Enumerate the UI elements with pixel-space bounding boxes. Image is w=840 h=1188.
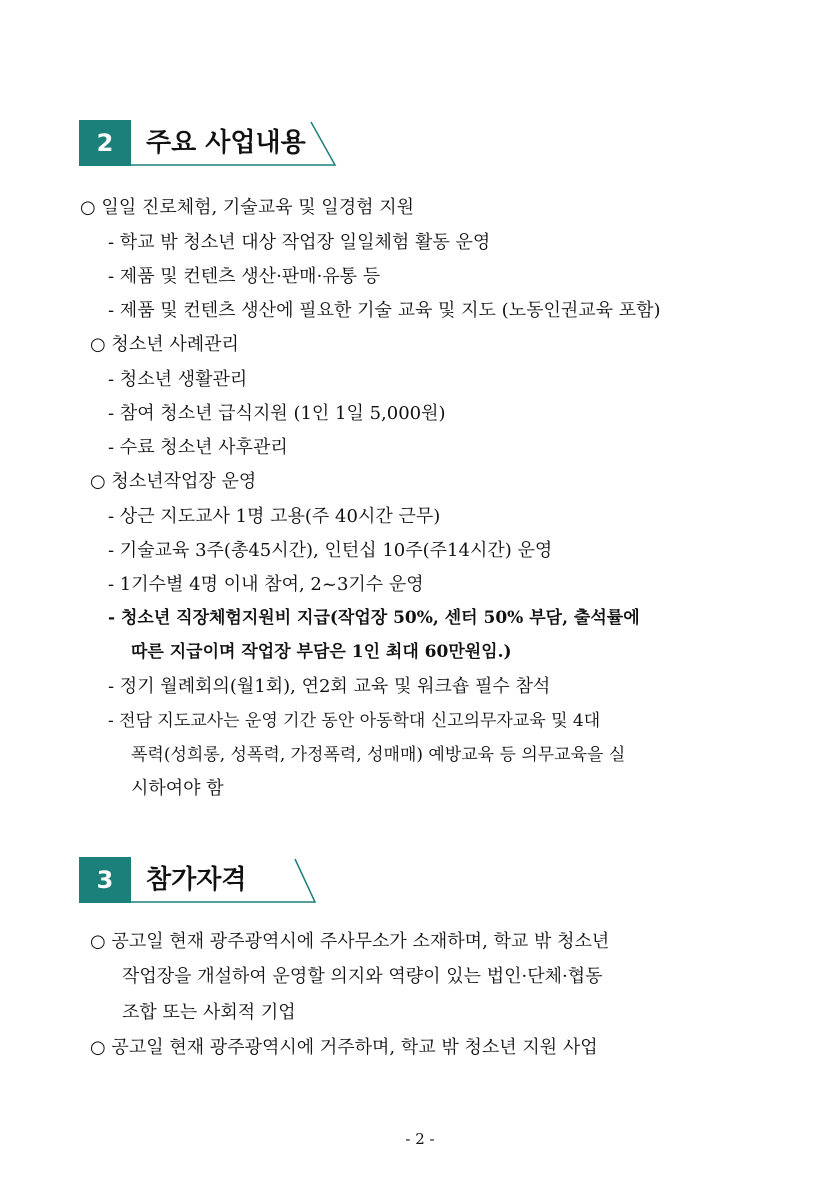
- bullet-continuation: 시하여야 함: [131, 778, 224, 799]
- bullet-dash: - 제품 및 컨텐츠 생산·판매·유통 등: [108, 266, 381, 287]
- bullet-continuation: 작업장을 개설하여 운영할 의지와 역량이 있는 법인·단체·협동: [122, 966, 603, 987]
- bullet-continuation: 조합 또는 사회적 기업: [122, 1002, 296, 1023]
- bullet-circle: ○ 일일 진로체험, 기술교육 및 일경험 지원: [80, 197, 414, 218]
- bullet-dash: - 1기수별 4명 이내 참여, 2~3기수 운영: [108, 574, 424, 595]
- section-title-3: 참가자격: [146, 865, 247, 895]
- bullet-continuation-bold: 따른 지급이며 작업장 부담은 1인 최대 60만원임.): [131, 642, 512, 662]
- bullet-dash: - 정기 월례회의(월1회), 연2회 교육 및 워크숍 필수 참석: [108, 676, 551, 697]
- bullet-dash: - 수료 청소년 사후관리: [108, 437, 288, 458]
- bullet-circle: ○ 청소년 사례관리: [90, 334, 239, 355]
- bullet-dash: - 상근 지도교사 1명 고용(주 40시간 근무): [108, 506, 441, 527]
- bullet-circle: ○ 청소년작업장 운영: [90, 471, 257, 492]
- bullet-dash: - 기술교육 3주(총45시간), 인턴십 10주(주14시간) 운영: [108, 540, 553, 561]
- page-number: - 2 -: [405, 1130, 435, 1148]
- bullet-circle: ○ 공고일 현재 광주광역시에 거주하며, 학교 밖 청소년 지원 사업: [90, 1037, 598, 1058]
- bullet-dash-bold: - 청소년 직장체험지원비 지급(작업장 50%, 센터 50% 부담, 출석률에: [108, 608, 640, 628]
- bullet-dash: - 학교 밖 청소년 대상 작업장 일일체험 활동 운영: [108, 232, 491, 253]
- bullet-circle: ○ 공고일 현재 광주광역시에 주사무소가 소재하며, 학교 밖 청소년: [90, 931, 610, 952]
- bullet-dash: - 전담 지도교사는 운영 기간 동안 아동학대 신고의무자교육 및 4대: [108, 711, 601, 731]
- section-number-3: 3: [79, 857, 131, 903]
- bullet-continuation: 폭력(성희롱, 성폭력, 가정폭력, 성매매) 예방교육 등 의무교육을 실: [131, 745, 626, 765]
- bullet-dash: - 청소년 생활관리: [108, 369, 248, 390]
- bullet-dash: - 제품 및 컨텐츠 생산에 필요한 기술 교육 및 지도 (노동인권교육 포함): [108, 300, 661, 321]
- section-title-2: 주요 사업내용: [146, 128, 306, 158]
- section-number-2: 2: [79, 120, 131, 166]
- bullet-dash: - 참여 청소년 급식지원 (1인 1일 5,000원): [108, 403, 446, 424]
